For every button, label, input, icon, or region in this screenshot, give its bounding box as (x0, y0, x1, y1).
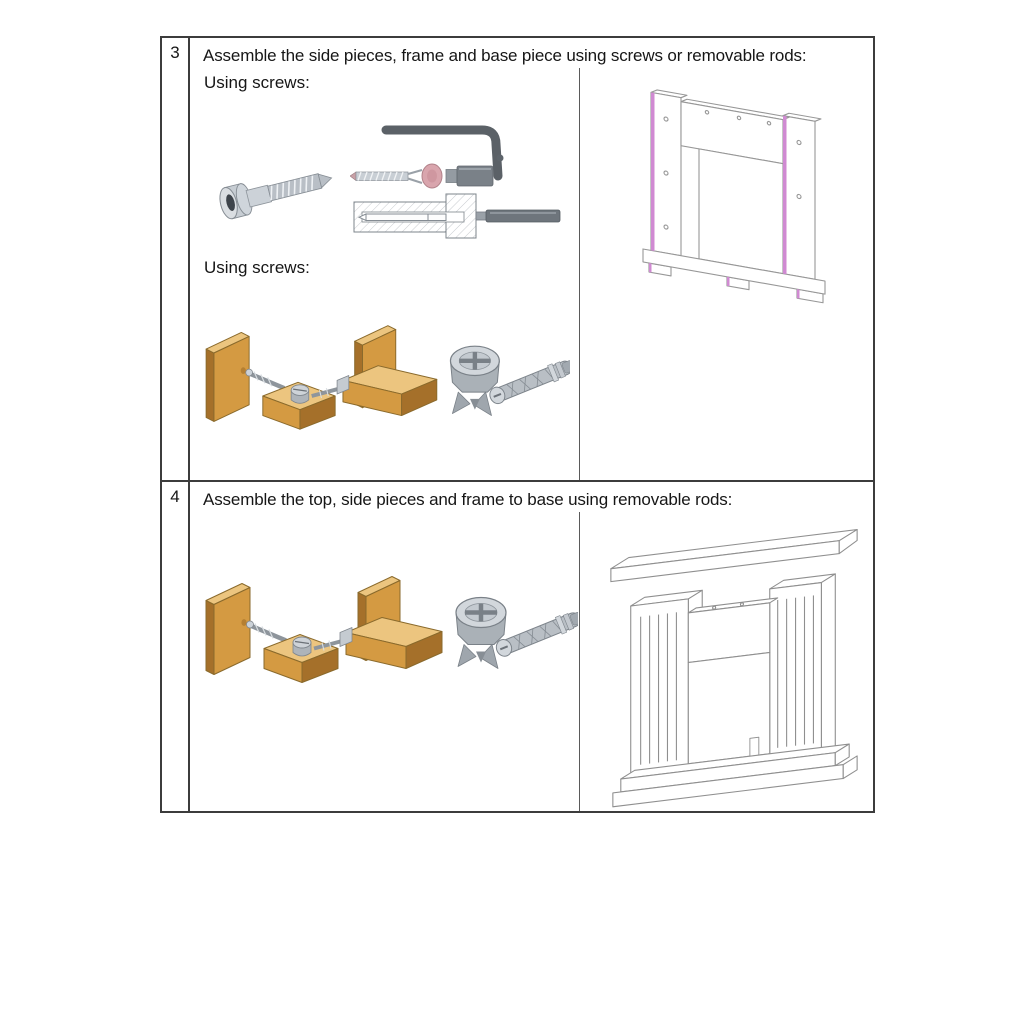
step-3-number: 3 (162, 38, 190, 480)
hex-key-and-bit-set-illustration (350, 114, 585, 249)
step-3-row (162, 38, 873, 482)
step-4-row (162, 482, 873, 811)
cam-lock-wood-joint-set-illustration (198, 310, 570, 439)
confirmat-screw-illustration (205, 132, 340, 234)
step-4-hardware-column (190, 512, 579, 811)
step-4-content (190, 482, 873, 811)
step-3-title: Assemble the side pieces, frame and base piece using screws or removable rods: (203, 46, 807, 65)
step-3-content (190, 38, 873, 480)
cam-lock-wood-joint-set-illustration (198, 560, 578, 693)
step-4-diagram-column (580, 512, 873, 811)
step-3-columns (190, 68, 873, 480)
step-4-columns (190, 512, 873, 811)
assembly-instructions-table (160, 36, 875, 813)
using-screws-label-1: Using screws: (204, 73, 310, 92)
using-screws-label-2: Using screws: (204, 258, 310, 277)
mantel-with-top-shelf-line-drawing (600, 528, 868, 810)
step-3-diagram-column (580, 68, 873, 480)
step-4-title: Assemble the top, side pieces and frame to base using removable rods: (203, 490, 733, 509)
step-4-number: 4 (162, 482, 190, 811)
assembled-frame-line-drawing (625, 82, 861, 308)
step-3-hardware-column (190, 68, 579, 480)
